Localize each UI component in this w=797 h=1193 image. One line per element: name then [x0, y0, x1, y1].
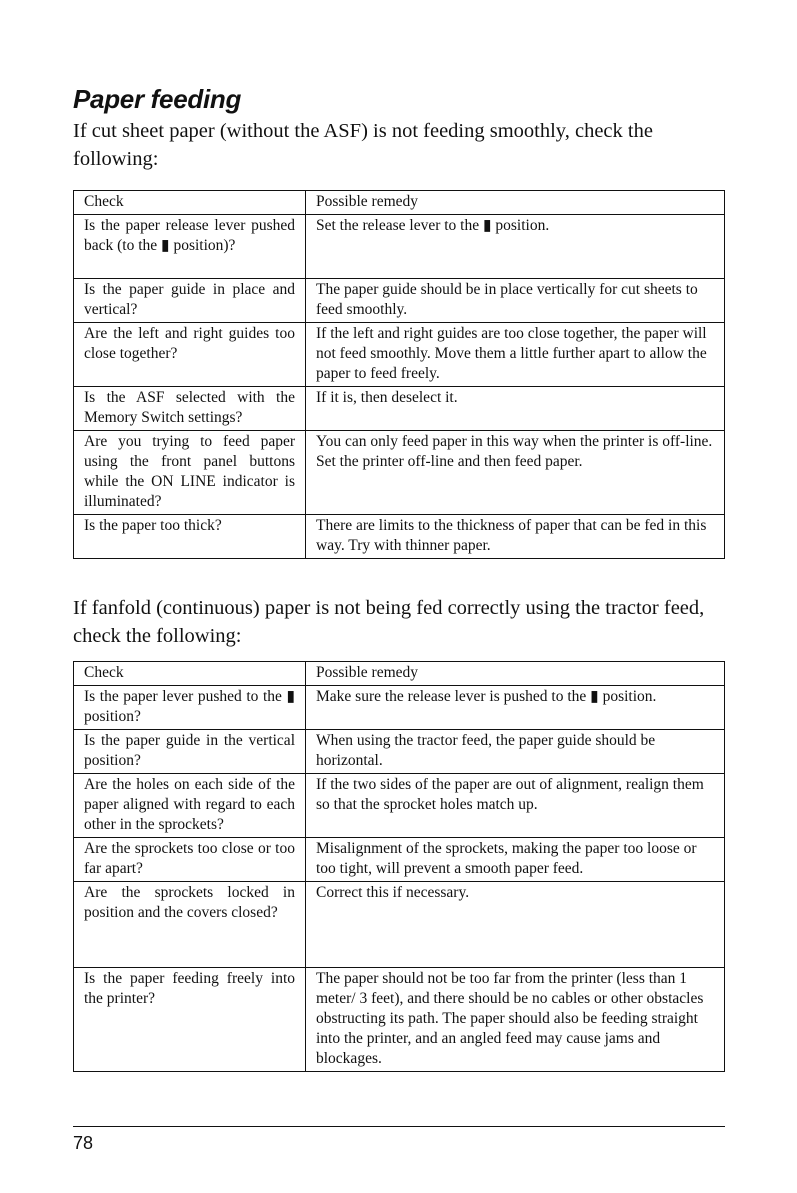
remedy-cell: The paper should not be too far from the printer (less than 1 meter/ 3 feet), and there should be no cables or other obstacles obstructing its path. The paper should also be feeding straight into the printer, and an angled feed may cause jams and blockages.: [306, 968, 725, 1072]
check-cell: Is the paper feeding freely into the printer?: [74, 968, 306, 1072]
column-header-remedy: Possible remedy: [306, 191, 725, 215]
table-row: [74, 215, 725, 279]
table-header-row: [74, 191, 725, 215]
page-number: 78: [73, 1133, 94, 1153]
check-cell: Is the paper guide in place and vertical?: [74, 279, 306, 323]
table-row: [74, 431, 725, 515]
remedy-cell: When using the tractor feed, the paper guide should be horizontal.: [306, 730, 725, 774]
check-cell: Is the ASF selected with the Memory Switch settings?: [74, 387, 306, 431]
check-cell: Are the sprockets too close or too far apart?: [74, 838, 306, 882]
column-header-remedy: Possible remedy: [306, 662, 725, 686]
remedy-cell: The paper guide should be in place vertically for cut sheets to feed smoothly.: [306, 279, 725, 323]
remedy-cell: Set the release lever to the ▮ position.: [306, 215, 725, 279]
table-row: [74, 882, 725, 968]
remedy-cell: If the two sides of the paper are out of alignment, realign them so that the sprocket holes match up.: [306, 774, 725, 838]
check-cell: Are the left and right guides too close together?: [74, 323, 306, 387]
remedy-cell: Make sure the release lever is pushed to the ▮ position.: [306, 686, 725, 730]
check-cell: Are the holes on each side of the paper aligned with regard to each other in the sprockets?: [74, 774, 306, 838]
table-row: [74, 968, 725, 1072]
table-row: [74, 686, 725, 730]
remedy-cell: If the left and right guides are too close together, the paper will not feed smoothly. Move them a little further apart to allow the paper to feed freely.: [306, 323, 725, 387]
table-row: [74, 387, 725, 431]
check-cell: Is the paper too thick?: [74, 515, 306, 559]
fanfold-troubleshooting-table: [73, 661, 725, 1072]
remedy-cell: Misalignment of the sprockets, making the paper too loose or too tight, will prevent a smooth paper feed.: [306, 838, 725, 882]
check-cell: Is the paper guide in the vertical position?: [74, 730, 306, 774]
check-cell: Is the paper lever pushed to the ▮ position?: [74, 686, 306, 730]
table-row: [74, 730, 725, 774]
cut-sheet-intro: If cut sheet paper (without the ASF) is not feeding smoothly, check the following:: [73, 120, 653, 170]
fanfold-intro: If fanfold (continuous) paper is not being fed correctly using the tractor feed, check the following:: [73, 597, 705, 647]
column-header-check: Check: [74, 662, 306, 686]
section-title: Paper feeding: [73, 84, 242, 114]
remedy-cell: Correct this if necessary.: [306, 882, 725, 968]
table-row: [74, 279, 725, 323]
cut-sheet-troubleshooting-table: [73, 190, 725, 559]
check-cell: Are you trying to feed paper using the front panel buttons while the ON LINE indicator is illuminated?: [74, 431, 306, 515]
column-header-check: Check: [74, 191, 306, 215]
check-cell: Is the paper release lever pushed back (to the ▮ position)?: [74, 215, 306, 279]
footer-rule: [73, 1126, 725, 1127]
remedy-cell: There are limits to the thickness of paper that can be fed in this way. Try with thinner paper.: [306, 515, 725, 559]
table-header-row: [74, 662, 725, 686]
table-row: [74, 515, 725, 559]
remedy-cell: If it is, then deselect it.: [306, 387, 725, 431]
remedy-cell: You can only feed paper in this way when the printer is off-line. Set the printer off-line and then feed paper.: [306, 431, 725, 515]
table-row: [74, 838, 725, 882]
table-row: [74, 774, 725, 838]
table-row: [74, 323, 725, 387]
check-cell: Are the sprockets locked in position and the covers closed?: [74, 882, 306, 968]
